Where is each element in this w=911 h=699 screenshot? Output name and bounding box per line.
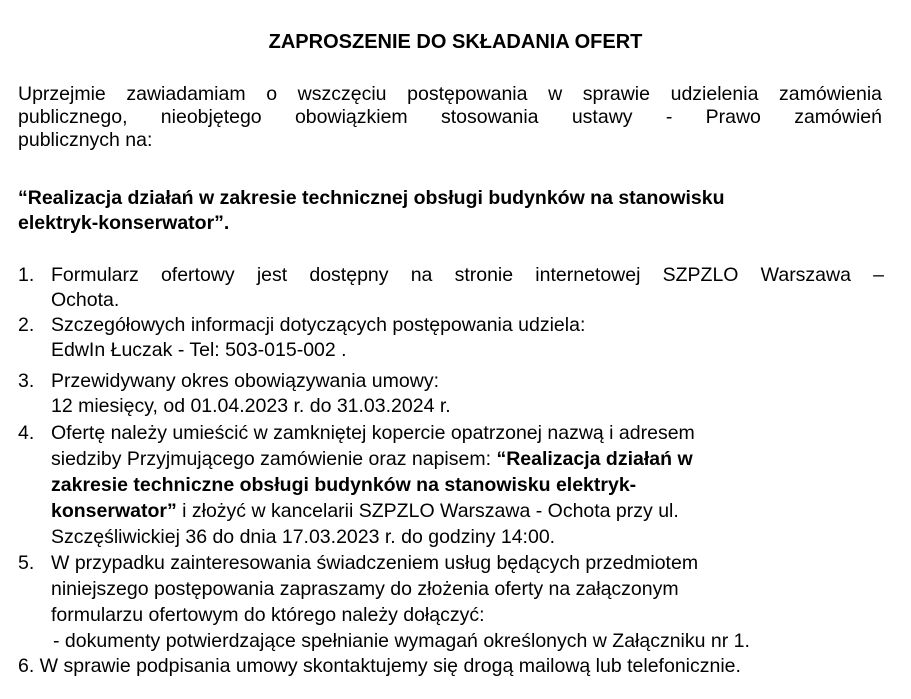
list-item-6: 6. W sprawie podpisania umowy skontaktujemy się drogą mailową lub telefonicznie.	[18, 655, 741, 677]
list-item	[18, 550, 884, 654]
list-item-line: Szczegółowych informacji dotyczących postępowania udziela:	[51, 314, 586, 336]
list-item-line: niniejszego postępowania zapraszamy do złożenia oferty na załączonym	[51, 578, 679, 600]
intro-line: publicznego, nieobjętego obowiązkiem stosowania ustawy - Prawo zamówień	[18, 106, 882, 128]
list-item-bold-text: konserwator”	[51, 500, 177, 522]
subject-line: “Realizacja działań w zakresie technicznej obsługi budynków na stanowisku	[18, 187, 725, 209]
list-number: 3.	[18, 370, 35, 392]
list-item-line: Ochota.	[51, 289, 120, 311]
list-item-text: i złożyć w kancelarii SZPZLO Warszawa - Ochota przy ul.	[182, 500, 679, 522]
list-item-line: formularzu ofertowym do którego należy dołączyć:	[51, 604, 485, 626]
list-item	[18, 369, 884, 419]
subject-line: elektryk-konserwator”.	[18, 212, 230, 234]
list-item-line: Formularz ofertowy jest dostępny na stronie internetowej SZPZLO Warszawa –	[51, 264, 884, 286]
list-item-line	[51, 446, 884, 472]
numbered-list	[18, 263, 884, 679]
list-item-text: siedziby Przyjmującego zamówienie oraz napisem:	[51, 448, 492, 470]
list-item	[18, 263, 884, 313]
document-title: ZAPROSZENIE DO SKŁADANIA OFERT	[268, 31, 643, 53]
contract-period: 12 miesięcy, od 01.04.2023 r. do 31.03.2024 r.	[51, 395, 451, 417]
intro-line: Uprzejmie zawiadamiam o wszczęciu postępowania w sprawie udzielenia zamówienia	[18, 83, 882, 105]
list-item-line: Przewidywany okres obowiązywania umowy:	[51, 370, 439, 392]
intro-line: publicznych na:	[18, 129, 153, 151]
list-item-bold-text: zakresie techniczne obsługi budynków na stanowisku elektryk-	[51, 474, 637, 496]
list-number: 5.	[18, 552, 35, 574]
list-number: 4.	[18, 422, 35, 444]
intro-paragraph	[18, 83, 882, 152]
list-item-line: W przypadku zainteresowania świadczeniem usług będących przedmiotem	[51, 552, 699, 574]
list-item-line	[51, 498, 884, 524]
list-number: 2.	[18, 314, 35, 336]
contact-line: EdwIn Łuczak - Tel: 503-015-002 .	[51, 339, 347, 361]
list-number: 1.	[18, 264, 35, 286]
deadline-line: Szczęśliwickiej 36 do dnia 17.03.2023 r. do godziny 14:00.	[51, 526, 556, 548]
list-item-bold-text: “Realizacja działań w	[496, 448, 693, 470]
list-item	[18, 420, 884, 550]
list-item-line: Ofertę należy umieścić w zamkniętej kopercie opatrzonej nazwą i adresem	[51, 422, 695, 444]
tender-subject	[18, 186, 882, 236]
list-item	[18, 313, 884, 363]
sub-item-line: - dokumenty potwierdzające spełnianie wymagań określonych w Załączniku nr 1.	[53, 630, 750, 652]
